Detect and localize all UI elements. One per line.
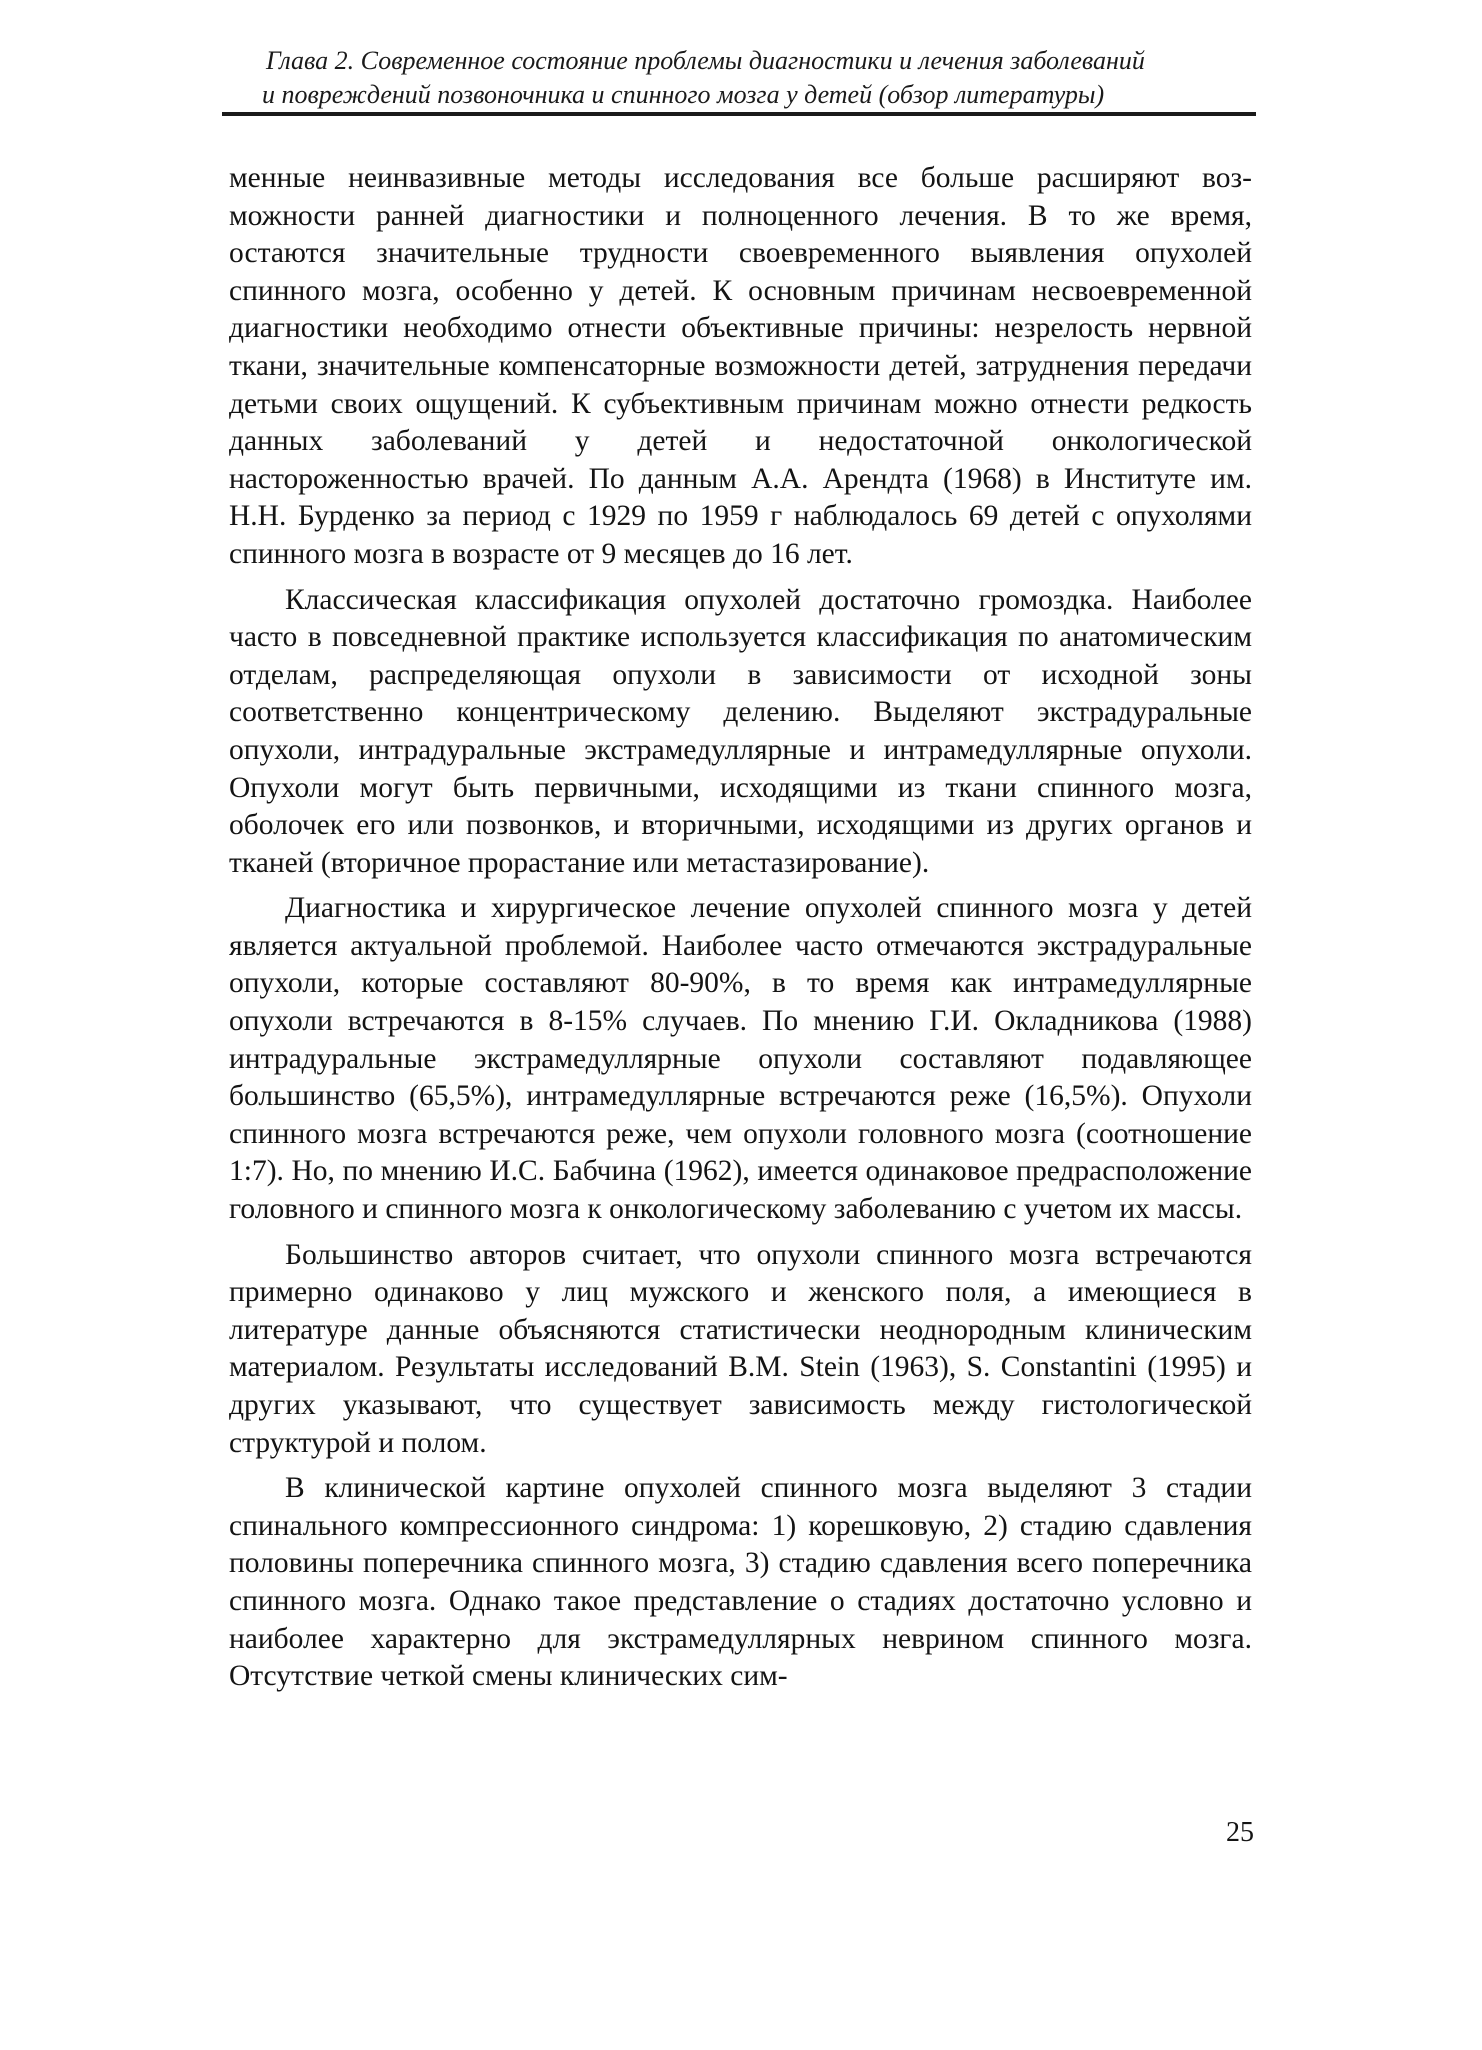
running-header-line-2: и повреждений позвоночника и спинного мозга у детей (обзор литературы)	[262, 80, 1105, 109]
paragraph: Большинство авторов считает, что опухоли спинного мозга встречаются примерно одинаково у лиц мужского и женского поля, а имеющиеся в литературе данные объясняются статистически неоднородным клиническим материалом. Результаты исследований B.M. Stein (1963), S. Constantini (1995) и других указывают, что существует зависимость между гистологической структурой и полом.	[229, 1238, 1252, 1459]
paragraph: менные неинвазивные методы исследования все больше расширяют возможности ранней диагностики и полноценного лечения. В то же время, остаются значительные трудности своевременного выявления опухолей спинного мозга, особенно у детей. К основным причинам несвоевременной диагностики необходимо отнести объективные причины: незрелость нервной ткани, значительные компенсаторные возможности детей, затруднения передачи детьми своих ощущений. К субъективным причинам можно отнести редкость данных заболеваний у детей и недостаточной онкологической настороженностью врачей. По данным А.А. Арендта (1968) в Институте им. Н.Н. Бурденко за период с 1929 по 1959 г наблюдалось 69 детей с опухолями спинного мозга в возрасте от 9 месяцев до 16 лет.	[229, 162, 1252, 570]
running-header	[262, 44, 1254, 112]
running-header-line-1: Глава 2. Современное состояние проблемы диагностики и лечения заболеваний	[266, 46, 1145, 75]
paragraph: Классическая классификация опухолей достаточно громоздка. Наиболее часто в повседневной практике используется классификация по анатомическим отделам, распределяющая опухоли в зависимости от исходной зоны соответственно концентрическому делению. Выделяют экстрадуральные опухоли, интрадуральные экстрамедуллярные и интрамедуллярные опухоли. Опухоли могут быть первичными, исходящими из ткани спинного мозга, оболочек его или позвонков, и вторичными, исходящими из других органов и тканей (вторичное прорастание или метастазирование).	[229, 583, 1252, 879]
body-text	[229, 160, 1252, 1704]
header-rule	[222, 112, 1256, 116]
paragraph: В клинической картине опухолей спинного мозга выделяют 3 стадии спинального компрессионного синдрома: 1) корешковую, 2) стадию сдавления половины поперечника спинного мозга, 3) стадию сдавления всего поперечника спинного мозга. Однако такое представление о стадиях достаточно условно и наиболее характерно для экстрамедуллярных неврином спинного мозга. Отсутствие четкой смены клинических сим-	[229, 1472, 1252, 1693]
paragraph: Диагностика и хирургическое лечение опухолей спинного мозга у детей является актуальной проблемой. Наиболее часто отмечаются экстрадуральные опухоли, которые составляют 80-90%, в то время как интрамедуллярные опухоли встречаются в 8-15% случаев. По мнению Г.И. Окладникова (1988) интрадуральные экстрамедуллярные опухоли составляют подавляющее большинство (65,5%), интрамедуллярные встречаются реже (16,5%). Опухоли спинного мозга встречаются реже, чем опухоли головного мозга (соотношение 1:7). Но, по мнению И.С. Бабчина (1962), имеется одинаковое предрасположение головного и спинного мозга к онкологическому заболеванию с учетом их массы.	[229, 892, 1252, 1226]
page-number: 25	[1226, 1817, 1254, 1848]
